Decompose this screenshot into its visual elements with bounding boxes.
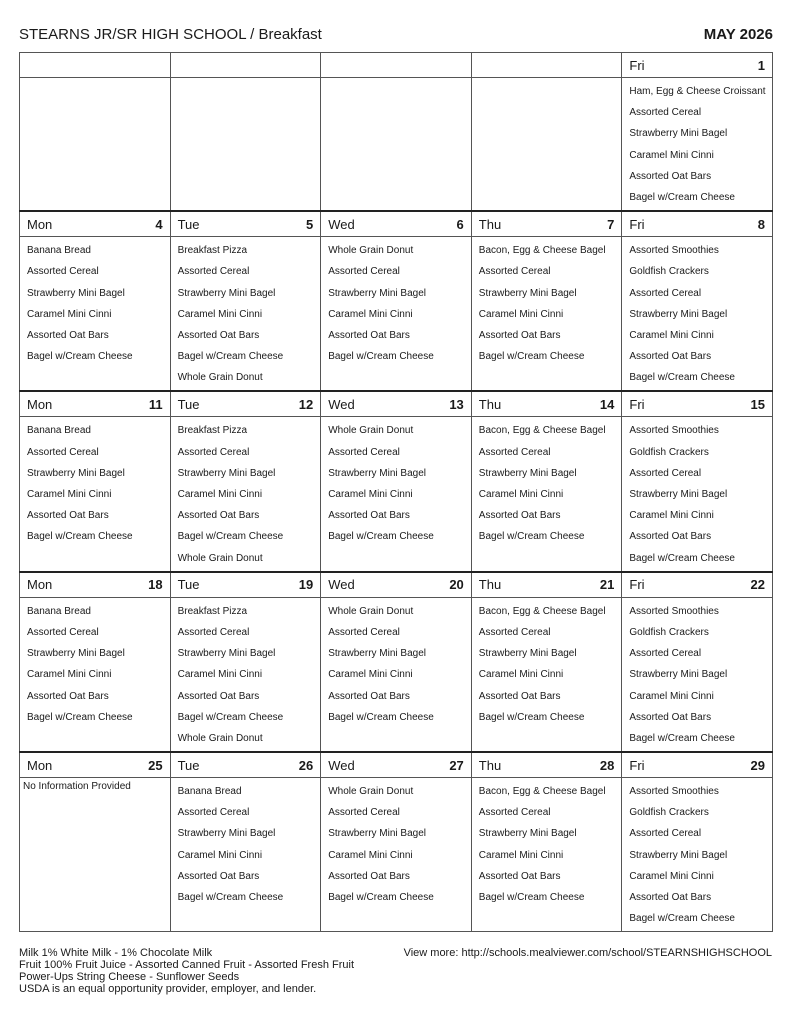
day-header-cell bbox=[20, 211, 171, 237]
day-menu-cell bbox=[622, 417, 773, 572]
day-header-cell bbox=[170, 752, 321, 778]
day-header bbox=[171, 753, 321, 777]
day-menu-cell bbox=[20, 597, 171, 752]
menu-item: Whole Grain Donut bbox=[328, 425, 414, 437]
day-header-cell bbox=[170, 572, 321, 598]
menu-item: Strawberry Mini Bagel bbox=[177, 287, 276, 299]
week-header-row bbox=[20, 211, 773, 237]
menu-item: Assorted Cereal bbox=[27, 266, 99, 278]
school-title: STEARNS JR/SR HIGH SCHOOL / Breakfast bbox=[19, 26, 322, 43]
day-number: 15 bbox=[750, 396, 765, 412]
menu-item: Caramel Mini Cinni bbox=[629, 690, 714, 702]
menu-item: Assorted Cereal bbox=[629, 828, 702, 840]
menu-item: Assorted Cereal bbox=[478, 626, 551, 638]
menu-item: Assorted Smoothies bbox=[629, 245, 719, 257]
menu-item: Assorted Smoothies bbox=[629, 605, 719, 617]
menu-item-list bbox=[171, 598, 321, 751]
menu-item: Strawberry Mini Bagel bbox=[328, 828, 426, 840]
day-number: 25 bbox=[148, 757, 163, 773]
menu-item: Breakfast Pizza bbox=[177, 605, 248, 617]
day-header bbox=[20, 573, 170, 597]
day-header-cell bbox=[170, 391, 321, 417]
day-header bbox=[171, 212, 321, 236]
day-name: Tue bbox=[177, 396, 200, 412]
day-menu-cell bbox=[321, 778, 472, 932]
day-name: Tue bbox=[177, 577, 200, 593]
menu-item-list bbox=[321, 237, 471, 369]
day-name: Thu bbox=[478, 216, 502, 232]
day-number: 18 bbox=[148, 577, 163, 593]
menu-item: Assorted Smoothies bbox=[629, 786, 719, 798]
day-name: Mon bbox=[27, 216, 53, 232]
day-menu-cell bbox=[170, 417, 321, 572]
day-number: 8 bbox=[757, 216, 765, 232]
day-header bbox=[472, 212, 622, 236]
week-header-row bbox=[20, 391, 773, 417]
day-header bbox=[622, 753, 772, 777]
menu-item: Ham, Egg & Cheese Croissant bbox=[629, 86, 766, 97]
day-header-cell bbox=[471, 53, 622, 78]
menu-item: Assorted Oat Bars bbox=[478, 510, 561, 522]
day-name: Wed bbox=[328, 396, 355, 412]
day-number: 12 bbox=[298, 396, 314, 412]
menu-item: Caramel Mini Cinni bbox=[478, 849, 564, 861]
menu-item: Strawberry Mini Bagel bbox=[629, 308, 728, 320]
menu-item-list bbox=[321, 778, 471, 910]
day-header bbox=[622, 573, 772, 597]
menu-item: Bagel w/Cream Cheese bbox=[177, 892, 284, 903]
footer-milk-line: Milk 1% White Milk - 1% Chocolate Milk bbox=[19, 947, 213, 959]
menu-item-list bbox=[321, 417, 471, 549]
day-header-cell bbox=[170, 211, 321, 237]
menu-item: Bagel w/Cream Cheese bbox=[629, 191, 735, 203]
menu-item-list bbox=[171, 237, 321, 390]
menu-item: Bagel w/Cream Cheese bbox=[27, 531, 133, 543]
menu-item: Assorted Oat Bars bbox=[177, 510, 260, 522]
day-header bbox=[20, 753, 170, 777]
day-header-cell bbox=[321, 391, 472, 417]
day-number: 11 bbox=[148, 396, 163, 412]
menu-item: Strawberry Mini Bagel bbox=[328, 467, 426, 479]
menu-item: Goldfish Crackers bbox=[629, 807, 709, 819]
menu-item: Bacon, Egg & Cheese Bagel bbox=[478, 245, 606, 257]
day-header-cell bbox=[622, 572, 773, 598]
menu-item: Assorted Cereal bbox=[478, 446, 551, 458]
day-header bbox=[321, 212, 471, 236]
day-number: 27 bbox=[449, 757, 464, 773]
day-number: 29 bbox=[750, 757, 765, 773]
menu-item-list bbox=[171, 778, 321, 910]
menu-item: Strawberry Mini Bagel bbox=[629, 669, 728, 681]
day-number: 5 bbox=[305, 216, 314, 232]
menu-item: Assorted Cereal bbox=[629, 648, 702, 660]
day-menu-cell bbox=[170, 778, 321, 932]
menu-item: Bagel w/Cream Cheese bbox=[177, 531, 284, 543]
day-header-cell bbox=[321, 211, 472, 237]
day-name: Wed bbox=[328, 216, 355, 232]
day-menu-cell bbox=[170, 597, 321, 752]
day-header-cell bbox=[20, 53, 171, 78]
day-menu-cell bbox=[20, 778, 171, 932]
day-menu-cell bbox=[321, 78, 472, 212]
day-header-cell bbox=[321, 752, 472, 778]
menu-item: Strawberry Mini Bagel bbox=[629, 128, 728, 140]
menu-item: Assorted Cereal bbox=[328, 807, 400, 819]
menu-item: Assorted Cereal bbox=[27, 626, 99, 638]
day-header-cell bbox=[622, 211, 773, 237]
menu-item: Caramel Mini Cinni bbox=[177, 489, 263, 500]
day-header-cell bbox=[20, 572, 171, 598]
menu-item: Caramel Mini Cinni bbox=[27, 308, 112, 320]
menu-item: Bagel w/Cream Cheese bbox=[27, 711, 133, 723]
menu-item: Strawberry Mini Bagel bbox=[177, 828, 276, 840]
menu-item: Bagel w/Cream Cheese bbox=[629, 372, 735, 384]
day-header bbox=[321, 573, 471, 597]
day-menu-cell bbox=[622, 778, 773, 932]
menu-item: Caramel Mini Cinni bbox=[478, 669, 564, 681]
menu-item-list bbox=[622, 778, 772, 931]
menu-item: Assorted Cereal bbox=[177, 446, 250, 458]
menu-item: Bacon, Egg & Cheese Bagel bbox=[478, 605, 606, 617]
menu-item: Assorted Smoothies bbox=[629, 425, 719, 437]
day-number: 6 bbox=[456, 216, 464, 232]
menu-item: Strawberry Mini Bagel bbox=[629, 849, 728, 861]
menu-item-list bbox=[622, 598, 772, 751]
menu-item-list bbox=[622, 417, 772, 570]
footer-fruit-line: Fruit 100% Fruit Juice - Assorted Canned Fruit - Assorted Fresh Fruit bbox=[19, 959, 355, 971]
menu-item: Caramel Mini Cinni bbox=[177, 669, 263, 681]
menu-item: Assorted Oat Bars bbox=[177, 329, 260, 341]
menu-item: Caramel Mini Cinni bbox=[27, 489, 112, 500]
day-number: 1 bbox=[757, 57, 765, 73]
day-name: Fri bbox=[629, 396, 645, 412]
day-menu-cell bbox=[471, 237, 622, 392]
day-header bbox=[622, 53, 772, 77]
menu-item: Strawberry Mini Bagel bbox=[328, 648, 426, 660]
menu-item: Caramel Mini Cinni bbox=[478, 308, 564, 320]
day-number: 21 bbox=[599, 577, 615, 593]
menu-item: Strawberry Mini Bagel bbox=[478, 828, 577, 840]
menu-item: Caramel Mini Cinni bbox=[328, 308, 413, 320]
day-name: Fri bbox=[629, 216, 645, 232]
menu-item: Caramel Mini Cinni bbox=[328, 849, 413, 861]
menu-item: Assorted Cereal bbox=[177, 807, 250, 819]
menu-item: Assorted Oat Bars bbox=[629, 531, 712, 543]
menu-item: Assorted Cereal bbox=[328, 266, 400, 278]
menu-item: Breakfast Pizza bbox=[177, 245, 248, 257]
day-header-cell bbox=[622, 53, 773, 78]
menu-item: Assorted Oat Bars bbox=[27, 690, 109, 702]
day-name: Fri bbox=[629, 757, 645, 773]
day-number: 4 bbox=[155, 216, 163, 232]
menu-item: Assorted Oat Bars bbox=[27, 329, 109, 341]
menu-item: Bagel w/Cream Cheese bbox=[478, 892, 585, 903]
menu-item: Strawberry Mini Bagel bbox=[27, 287, 125, 299]
week-header-row bbox=[20, 752, 773, 778]
menu-item: Bagel w/Cream Cheese bbox=[478, 531, 585, 543]
menu-item-list bbox=[20, 417, 170, 549]
menu-item-list bbox=[622, 237, 772, 390]
day-name: Thu bbox=[478, 396, 502, 412]
menu-item: Assorted Oat Bars bbox=[328, 329, 410, 341]
menu-item: Bagel w/Cream Cheese bbox=[328, 711, 434, 723]
week-menu-row bbox=[20, 237, 773, 392]
day-menu-cell bbox=[321, 597, 472, 752]
day-header bbox=[622, 392, 772, 416]
day-menu-cell bbox=[622, 597, 773, 752]
day-name: Mon bbox=[27, 757, 53, 773]
menu-item: Caramel Mini Cinni bbox=[478, 489, 564, 500]
day-header-cell bbox=[471, 211, 622, 237]
week-menu-row bbox=[20, 78, 773, 212]
day-header-cell bbox=[471, 752, 622, 778]
menu-item-list bbox=[20, 237, 170, 369]
menu-item: Strawberry Mini Bagel bbox=[328, 287, 426, 299]
menu-item: Whole Grain Donut bbox=[328, 786, 414, 798]
menu-item: Strawberry Mini Bagel bbox=[629, 489, 728, 500]
week-header-row bbox=[20, 53, 773, 78]
menu-item: Whole Grain Donut bbox=[177, 552, 263, 564]
menu-item: Whole Grain Donut bbox=[328, 245, 414, 257]
menu-item: Bagel w/Cream Cheese bbox=[328, 892, 434, 903]
menu-item: Banana Bread bbox=[177, 786, 242, 798]
menu-item: Strawberry Mini Bagel bbox=[478, 287, 577, 299]
day-number: 20 bbox=[449, 577, 464, 593]
day-header bbox=[171, 392, 321, 416]
menu-item: Banana Bread bbox=[27, 245, 91, 257]
day-header bbox=[472, 573, 622, 597]
day-menu-cell bbox=[622, 237, 773, 392]
menu-item: Assorted Oat Bars bbox=[328, 870, 410, 882]
day-menu-cell bbox=[471, 78, 622, 212]
menu-item: Bagel w/Cream Cheese bbox=[478, 711, 585, 723]
footer-powerups-line: Power-Ups String Cheese - Sunflower Seeds bbox=[19, 971, 240, 983]
menu-item-list bbox=[20, 598, 170, 730]
day-menu-cell bbox=[321, 237, 472, 392]
menu-item: Caramel Mini Cinni bbox=[629, 149, 714, 161]
day-number: 22 bbox=[750, 577, 765, 593]
day-name: Thu bbox=[478, 577, 502, 593]
menu-item: Goldfish Crackers bbox=[629, 446, 709, 458]
day-header-cell bbox=[321, 53, 472, 78]
menu-item: Assorted Oat Bars bbox=[478, 329, 561, 341]
menu-item: Assorted Oat Bars bbox=[629, 711, 712, 723]
menu-item: Bagel w/Cream Cheese bbox=[629, 732, 735, 744]
menu-item: Assorted Oat Bars bbox=[177, 690, 260, 702]
menu-item-list bbox=[622, 78, 772, 210]
menu-item: Assorted Cereal bbox=[629, 107, 702, 119]
day-header bbox=[171, 573, 321, 597]
menu-item: Breakfast Pizza bbox=[177, 425, 248, 437]
day-name: Tue bbox=[177, 757, 200, 773]
day-menu-cell bbox=[471, 417, 622, 572]
menu-item: Assorted Oat Bars bbox=[478, 870, 561, 882]
menu-item: Bagel w/Cream Cheese bbox=[328, 351, 434, 363]
day-menu-cell bbox=[471, 778, 622, 932]
month-title: MAY 2026 bbox=[703, 26, 773, 43]
day-header bbox=[472, 753, 622, 777]
day-name: Fri bbox=[629, 57, 645, 73]
menu-item: Assorted Cereal bbox=[177, 266, 250, 278]
day-menu-cell bbox=[471, 597, 622, 752]
menu-item: Assorted Cereal bbox=[629, 287, 702, 299]
menu-calendar bbox=[19, 52, 773, 932]
menu-item: Whole Grain Donut bbox=[177, 372, 263, 384]
day-header-cell bbox=[321, 572, 472, 598]
menu-item: Bacon, Egg & Cheese Bagel bbox=[478, 425, 606, 437]
day-header bbox=[321, 753, 471, 777]
day-name: Thu bbox=[478, 757, 502, 773]
day-menu-cell bbox=[170, 237, 321, 392]
day-number: 28 bbox=[599, 757, 615, 773]
day-header bbox=[20, 392, 170, 416]
day-header-cell bbox=[471, 391, 622, 417]
week-header-row bbox=[20, 572, 773, 598]
menu-item: Strawberry Mini Bagel bbox=[177, 467, 276, 479]
no-info-note: No Information Provided bbox=[23, 781, 131, 793]
menu-item: Assorted Cereal bbox=[27, 446, 99, 458]
day-menu-cell bbox=[20, 417, 171, 572]
week-menu-row bbox=[20, 597, 773, 752]
week-menu-row bbox=[20, 417, 773, 572]
menu-item-list bbox=[321, 598, 471, 730]
menu-item: Bagel w/Cream Cheese bbox=[177, 711, 284, 723]
day-name: Tue bbox=[177, 216, 200, 232]
menu-item: Goldfish Crackers bbox=[629, 626, 709, 638]
menu-item: Goldfish Crackers bbox=[629, 266, 709, 278]
menu-item: Assorted Oat Bars bbox=[27, 510, 109, 522]
menu-item: Strawberry Mini Bagel bbox=[27, 648, 125, 660]
week-menu-row bbox=[20, 778, 773, 932]
day-name: Mon bbox=[27, 396, 53, 412]
day-header-cell bbox=[170, 53, 321, 78]
day-menu-cell bbox=[20, 237, 171, 392]
menu-item: Assorted Cereal bbox=[478, 807, 551, 819]
menu-item: Caramel Mini Cinni bbox=[629, 510, 714, 522]
day-header bbox=[20, 212, 170, 236]
menu-item-list bbox=[472, 598, 622, 730]
menu-item: Caramel Mini Cinni bbox=[629, 870, 714, 882]
day-menu-cell bbox=[622, 78, 773, 212]
menu-item: Bagel w/Cream Cheese bbox=[27, 351, 133, 363]
footer-usda-line: USDA is an equal opportunity provider, employer, and lender. bbox=[19, 983, 317, 995]
menu-item: Assorted Oat Bars bbox=[629, 892, 712, 903]
day-number: 26 bbox=[298, 757, 314, 773]
day-menu-cell bbox=[20, 78, 171, 212]
menu-item: Assorted Oat Bars bbox=[478, 690, 561, 702]
menu-item-list bbox=[171, 417, 321, 570]
menu-item: Assorted Oat Bars bbox=[328, 510, 410, 522]
menu-item: Whole Grain Donut bbox=[328, 605, 414, 617]
menu-item-list bbox=[472, 237, 622, 369]
menu-item: Bacon, Egg & Cheese Bagel bbox=[478, 786, 606, 798]
day-header-cell bbox=[622, 391, 773, 417]
menu-item: Bagel w/Cream Cheese bbox=[629, 552, 735, 564]
menu-item: Assorted Cereal bbox=[328, 446, 400, 458]
menu-item: Bagel w/Cream Cheese bbox=[177, 351, 284, 363]
day-header-cell bbox=[471, 572, 622, 598]
menu-item: Assorted Cereal bbox=[328, 626, 400, 638]
day-header-cell bbox=[20, 752, 171, 778]
menu-item: Assorted Oat Bars bbox=[177, 870, 260, 882]
menu-item: Bagel w/Cream Cheese bbox=[328, 531, 434, 543]
day-number: 7 bbox=[607, 216, 615, 232]
menu-item: Banana Bread bbox=[27, 425, 91, 437]
menu-item: Assorted Oat Bars bbox=[629, 351, 712, 363]
page-header bbox=[19, 26, 773, 46]
menu-item: Bagel w/Cream Cheese bbox=[629, 913, 735, 925]
menu-item: Caramel Mini Cinni bbox=[629, 329, 714, 341]
menu-item: Assorted Cereal bbox=[478, 266, 551, 278]
day-name: Wed bbox=[328, 577, 355, 593]
menu-item: Caramel Mini Cinni bbox=[177, 308, 263, 320]
day-number: 14 bbox=[599, 396, 615, 412]
menu-item: Strawberry Mini Bagel bbox=[478, 648, 577, 660]
day-header bbox=[622, 212, 772, 236]
day-name: Mon bbox=[27, 577, 53, 593]
view-more-link[interactable]: View more: http://schools.mealviewer.com/school/STEARNSHIGHSCHOOL bbox=[403, 947, 772, 959]
menu-item: Assorted Cereal bbox=[177, 626, 250, 638]
day-header-cell bbox=[20, 391, 171, 417]
menu-item: Caramel Mini Cinni bbox=[27, 669, 112, 681]
menu-item: Caramel Mini Cinni bbox=[177, 849, 263, 861]
day-header bbox=[321, 392, 471, 416]
menu-item: Assorted Oat Bars bbox=[328, 690, 410, 702]
day-header-cell bbox=[622, 752, 773, 778]
menu-item: Whole Grain Donut bbox=[177, 732, 263, 744]
menu-item: Banana Bread bbox=[27, 605, 91, 617]
day-header bbox=[472, 392, 622, 416]
menu-item: Strawberry Mini Bagel bbox=[478, 467, 577, 479]
menu-item: Strawberry Mini Bagel bbox=[27, 467, 125, 479]
menu-item: Caramel Mini Cinni bbox=[328, 489, 413, 500]
day-name: Wed bbox=[328, 757, 355, 773]
day-number: 19 bbox=[298, 577, 314, 593]
menu-item: Assorted Oat Bars bbox=[629, 170, 712, 182]
menu-item: Assorted Cereal bbox=[629, 467, 702, 479]
menu-item: Bagel w/Cream Cheese bbox=[478, 351, 585, 363]
menu-item: Caramel Mini Cinni bbox=[328, 669, 413, 681]
day-name: Fri bbox=[629, 577, 645, 593]
menu-item-list bbox=[472, 778, 622, 910]
day-number: 13 bbox=[449, 396, 464, 412]
day-menu-cell bbox=[321, 417, 472, 572]
footer-notes bbox=[19, 947, 354, 995]
menu-item-list bbox=[472, 417, 622, 549]
menu-item: Strawberry Mini Bagel bbox=[177, 648, 276, 660]
day-menu-cell bbox=[170, 78, 321, 212]
